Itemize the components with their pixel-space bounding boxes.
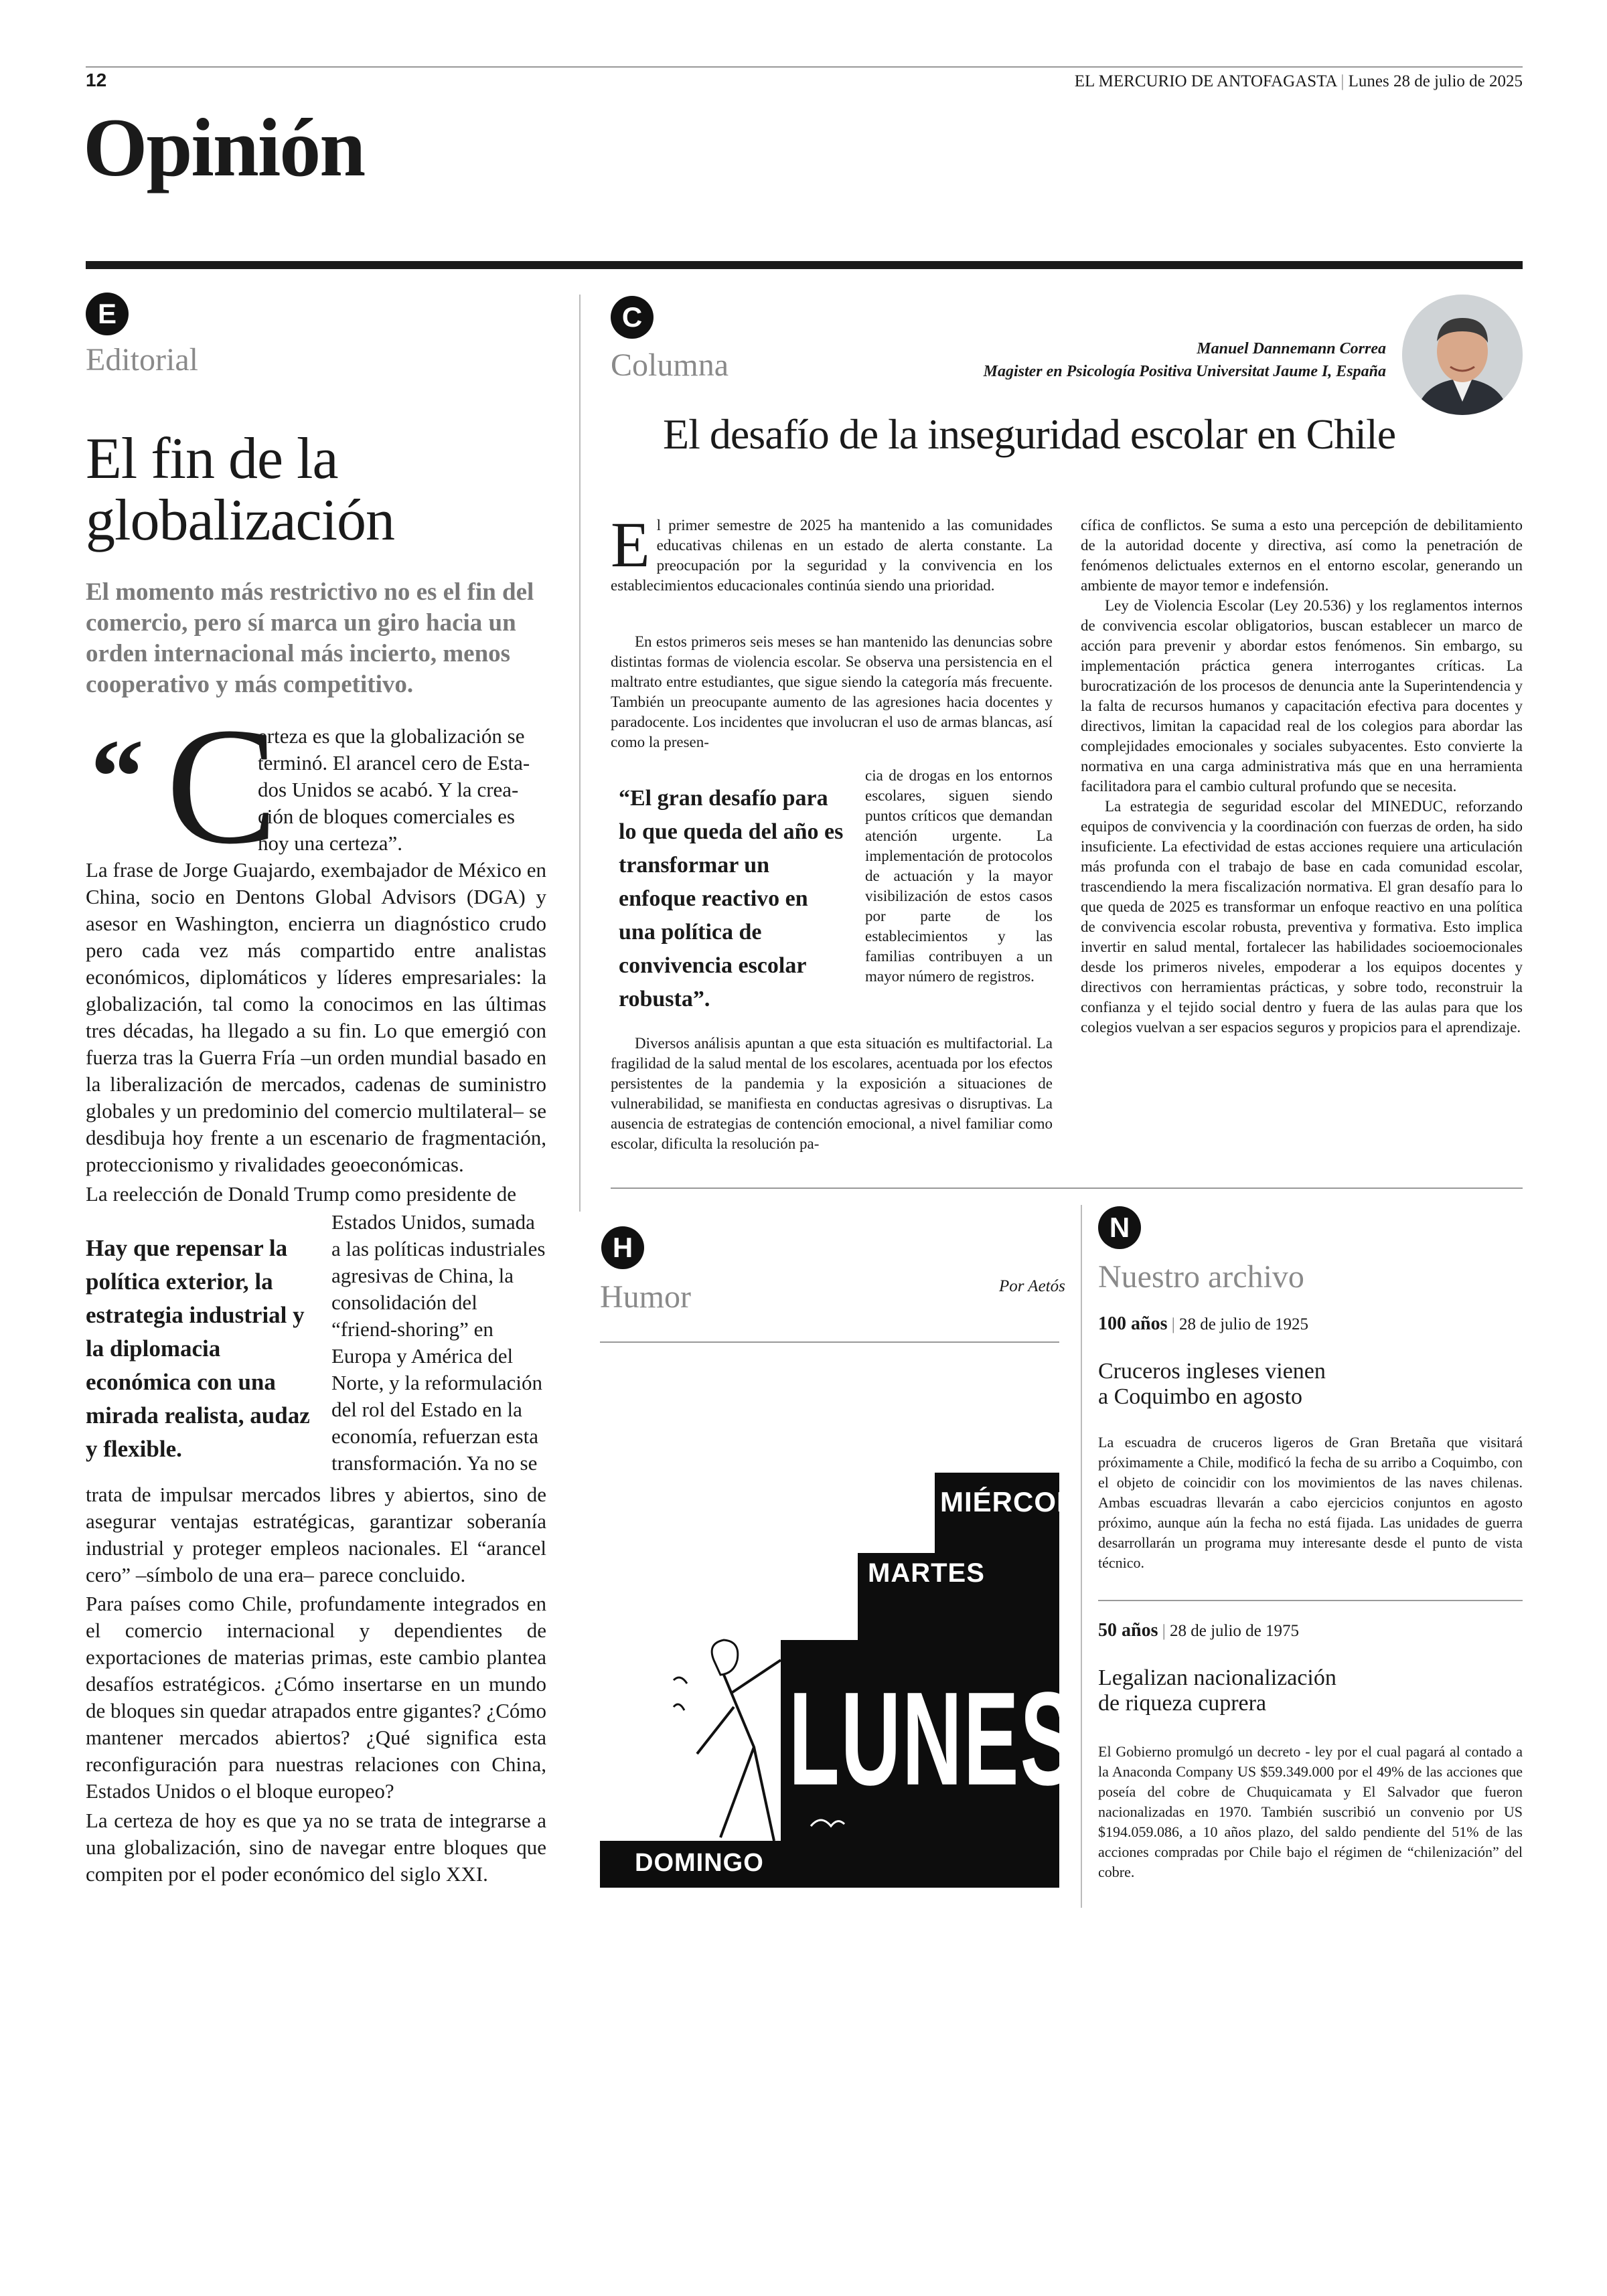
quote-line: dos Unidos se acabó. Y la crea- <box>258 778 519 801</box>
humor-byline: Por Aetós <box>999 1277 1065 1295</box>
archive-label: Nuestro archivo <box>1098 1259 1304 1295</box>
archive-item2-title <box>1098 1665 1336 1716</box>
editorial-badge: E <box>86 293 129 335</box>
cartoon-step-lunes: LUNES <box>789 1665 1077 1813</box>
column-title: El desafío de la inseguridad escolar en Chile <box>663 410 1396 458</box>
archive-title-line: a Coquimbo en agosto <box>1098 1384 1303 1409</box>
column-author-title: Magister en Psicología Positiva Universitat Jaume I, España <box>983 363 1386 380</box>
editorial-drop-letter: C <box>166 693 278 879</box>
editorial-pullquote: Hay que repensar la política exterior, la estrategia industrial y la diplomacia económica con una mirada realista, audaz y flexible. <box>86 1235 310 1462</box>
quote-line: erteza es que la globalización se <box>258 724 525 748</box>
archive-item2-years: 50 años <box>1098 1620 1158 1641</box>
column-text: cífica de conflictos. Se suma a esto una percepción de debilitamiento de la autoridad docente y directiva, así como la penetración de fenómenos delictuales externos en el entorno escolar, generando un ambiente de mayor temor e indefensión. <box>1081 517 1523 594</box>
newspaper-name: EL MERCURIO DE ANTOFAGASTA <box>1074 72 1337 90</box>
quote-line: hoy una certeza”. <box>258 831 403 855</box>
masthead: EL MERCURIO DE ANTOFAGASTA | Lunes 28 de julio de 2025 <box>1074 72 1523 90</box>
cartoon-step-domingo: DOMINGO <box>635 1849 764 1877</box>
archive-title-line: Cruceros ingleses vienen <box>1098 1359 1326 1384</box>
archive-divider <box>1081 1205 1082 1908</box>
page-number: 12 <box>86 70 107 90</box>
section-rule <box>86 261 1523 269</box>
column-text: Diversos análisis apuntan a que esta situación es multifactorial. La fragilidad de la salud mental de los escolares, acentuada por los efectos persistentes de la pandemia y la exposición a situaciones de vulnerabilidad, se manifiesta en conductas agresivas o disruptivas. La ausencia de estrategias de contención emocional, a nivel familiar como escolar, dificulta la resolución pa- <box>611 1035 1053 1152</box>
column-text: cia de drogas en los entornos escolares, siguen siendo puntos críticos que demandan atención urgente. La implementación de protocolos de actuación y la mayor visibilización de estos casos por parte de los establecimientos y las familias contribuyen a un mayor número de registros. <box>865 767 1053 985</box>
editorial-label: Editorial <box>86 342 198 378</box>
archive-item1-title <box>1098 1359 1326 1410</box>
column-drop-letter: E <box>611 509 650 580</box>
humor-badge: H <box>601 1226 644 1269</box>
quote-line: terminó. El arancel cero de Esta- <box>258 751 530 774</box>
column-col1-p3 <box>611 1034 1053 1154</box>
cartoon-step-martes: MARTES <box>868 1558 985 1588</box>
humor-rule <box>600 1341 1059 1343</box>
archive-title-line: de riqueza cuprera <box>1098 1691 1267 1716</box>
editorial-body-1: La frase de Jorge Guajardo, exembajador de México en China, socio en Dentons Global Advisors (DGA) y asesor en Washington, encierra un diagnóstico crudo pero cada vez más compartido entre analistas económicos, diplomáticos y líderes empresariales: la globalización, tal como la conocimos en las últimas tres décadas, ha llegado a su fin. Lo que emergió con fuerza tras la Guerra Fría –un orden mundial basado en la liberalización de mercados, cadenas de suministro globales y un predominio del comercio multilateral– se desdibuja hoy frente a un escenario de fragmentación, proteccionismo y rivalidades geoeconómicas. <box>86 858 546 1176</box>
editorial-title-line: El fin de la <box>86 426 338 491</box>
column-col2 <box>1081 515 1523 1038</box>
column-author: Manuel Dannemann Correa <box>1197 340 1386 357</box>
column-label: Columna <box>611 347 729 383</box>
top-rule <box>86 66 1523 68</box>
quote-line: ción de bloques comerciales es <box>258 805 515 828</box>
archive-item2-meta: 50 años | 28 de julio de 1975 <box>1098 1620 1300 1641</box>
editorial-body-2-lead: La reelección de Donald Trump como presidente de <box>86 1182 517 1206</box>
author-avatar <box>1402 295 1523 415</box>
archive-title-line: Legalizan nacionalización <box>1098 1665 1336 1690</box>
archive-item1-date: 28 de julio de 1925 <box>1178 1315 1309 1333</box>
editorial-opening-quote <box>258 723 530 857</box>
editorial-body-2-column: Estados Unidos, sumada a las políticas industriales agresivas de China, la consolidación del “friend-shoring” en Europa y América del Norte, y la reformulación del rol del Estado en la economía, refuerzan esta transformación. Ya no se <box>331 1210 546 1475</box>
archive-item2-body: El Gobierno promulgó un decreto - ley por el cual pagará al contado a la Anaconda Company US $59.349.000 por el 49% de las acciones que poseía del cobre de Chuquicamata y El Salvador que fueron nacionalizadas en 1970. También suscribió un convenio por US $194.059.086, a 10 años plazo, del saldo pendiente del 51% de las acciones compradas por Chile bajo el régimen de “chilenización” del cobre. <box>1098 1743 1523 1880</box>
column-text: La estrategia de seguridad escolar del MINEDUC, reforzando equipos de convivencia y la coordinación con fuerzas de orden, ha sido insuficiente. La efectividad de estas acciones requiere una articulación más profunda con el trabajo de base en cada comunidad escolar, trascendiendo la mera fiscalización normativa. El gran desafío para lo que queda de 2025 es transformar un enfoque reactivo en una política de convivencia escolar robusta, preventiva y formativa. Esto implica invertir en salud mental, fortalecer las habilidades socioemocionales desde los primeros niveles, empoderar a los equipos docentes y directivos con herramientas prácticas, y sobre todo, reconstruir la confianza y el tejido social dentro y fuera de las aulas para que los colegios vuelvan a ser espacios seguros y propicios para el aprendizaje. <box>1081 798 1523 1036</box>
column-col1-p1 <box>611 509 1053 596</box>
editorial-title <box>86 428 394 552</box>
column-text: En estos primeros seis meses se han mantenido las denuncias sobre distintas formas de violencia escolar. Se observa una persistencia en el maltrato entre estudiantes, que sigue siendo la categoría más frecuente. También un preocupante aumento de las agresiones hacia docentes y paradocente. Los incidentes que involucran el uso de armas blancas, así como la presen- <box>611 633 1053 750</box>
column-text: l primer semestre de 2025 ha mantenido a las comunidades educativas chilenas en un estado de alerta constante. La preocupación por la seguridad y la convivencia en los establecimientos educacionales continúa siendo una prioridad. <box>611 517 1053 594</box>
archive-badge: N <box>1098 1206 1141 1249</box>
issue-date: Lunes 28 de julio de 2025 <box>1348 72 1523 90</box>
column-divider <box>579 295 581 1212</box>
cartoon-step-miercoles: MIÉRCOL <box>940 1486 1075 1518</box>
column-text: Ley de Violencia Escolar (Ley 20.536) y los reglamentos internos de convivencia escolar obligatorios, buscan establecer un marco de acción para prevenir y abordar estos fenómenos. Sin embargo, su implementación práctica genera interrogantes críticas. La burocratización de los procesos de denuncia ante la Superintendencia y la falta de recursos humanos y capacitación efectiva para docentes y directivos, limitan la capacidad real de los colegios para abordar las complejidades emocionales y sociales subyacentes. Esto convierte la normativa en una carga administrativa más que en una herramienta facilitadora para el cambio cultural profundo que se necesita. <box>1081 597 1523 795</box>
archive-item2-date: 28 de julio de 1975 <box>1169 1622 1300 1640</box>
editorial-body-5: La certeza de hoy es que ya no se trata de integrarse a una globalización, sino de navegar entre bloques que compiten por el poder económico del siglo XXI. <box>86 1809 546 1886</box>
column-pullquote: “El gran desafío para lo que queda del año es transformar un enfoque reactivo en una política de convivencia escolar robusta”. <box>619 786 844 1011</box>
humor-label: Humor <box>600 1279 691 1315</box>
editorial-body-3: trata de impulsar mercados libres y abiertos, sino de asegurar ventajas estratégicas, garantizar soberanía industrial y proteger empleos nacionales. El “arancel cero” –símbolo de una era– parece concluido. <box>86 1483 546 1586</box>
archive-item1-meta: 100 años | 28 de julio de 1925 <box>1098 1313 1309 1334</box>
editorial-body-4: Para países como Chile, profundamente integrados en el comercio internacional y dependientes de exportaciones de materias primas, este cambio plantea desafíos estratégicos. ¿Cómo insertarse en un mundo de bloques sin quedar atrapados entre gigantes? ¿Cómo mantener mercados abiertos? ¿Qué significa esta reconfiguración para nuestras relaciones con China, Estados Unidos o el bloque europeo? <box>86 1592 546 1803</box>
editorial-quote-mark: “ <box>90 717 144 836</box>
archive-item1-years: 100 años <box>1098 1313 1168 1334</box>
column-badge: C <box>611 296 654 339</box>
column-col1-narrow <box>865 766 1053 987</box>
column-col1-p2 <box>611 632 1053 752</box>
archive-item1-body: La escuadra de cruceros ligeros de Gran Bretaña que visitará próximamente a Chile, modificó la fecha de su arribo a Coquimbo, con el objeto de coincidir con los movimientos de las naves chilenas. Ambas escuadras llevarán a cabo ejercicios conjuntos en agosto próximo, aunque aún la fecha no está fijada. Las unidades de guerra desarrollarán un programa muy interesante desde el punto de vista técnico. <box>1098 1434 1523 1571</box>
humor-cartoon <box>600 1345 1077 1888</box>
section-title: Opinión <box>83 102 365 193</box>
editorial-subtitle: El momento más restrictivo no es el fin del comercio, pero sí marca un giro hacia un orden internacional más incierto, menos cooperativo y más competitivo. <box>86 578 534 698</box>
archive-item-separator <box>1098 1600 1523 1601</box>
column-bottom-rule <box>611 1187 1523 1189</box>
editorial-title-line: globalización <box>86 488 395 553</box>
